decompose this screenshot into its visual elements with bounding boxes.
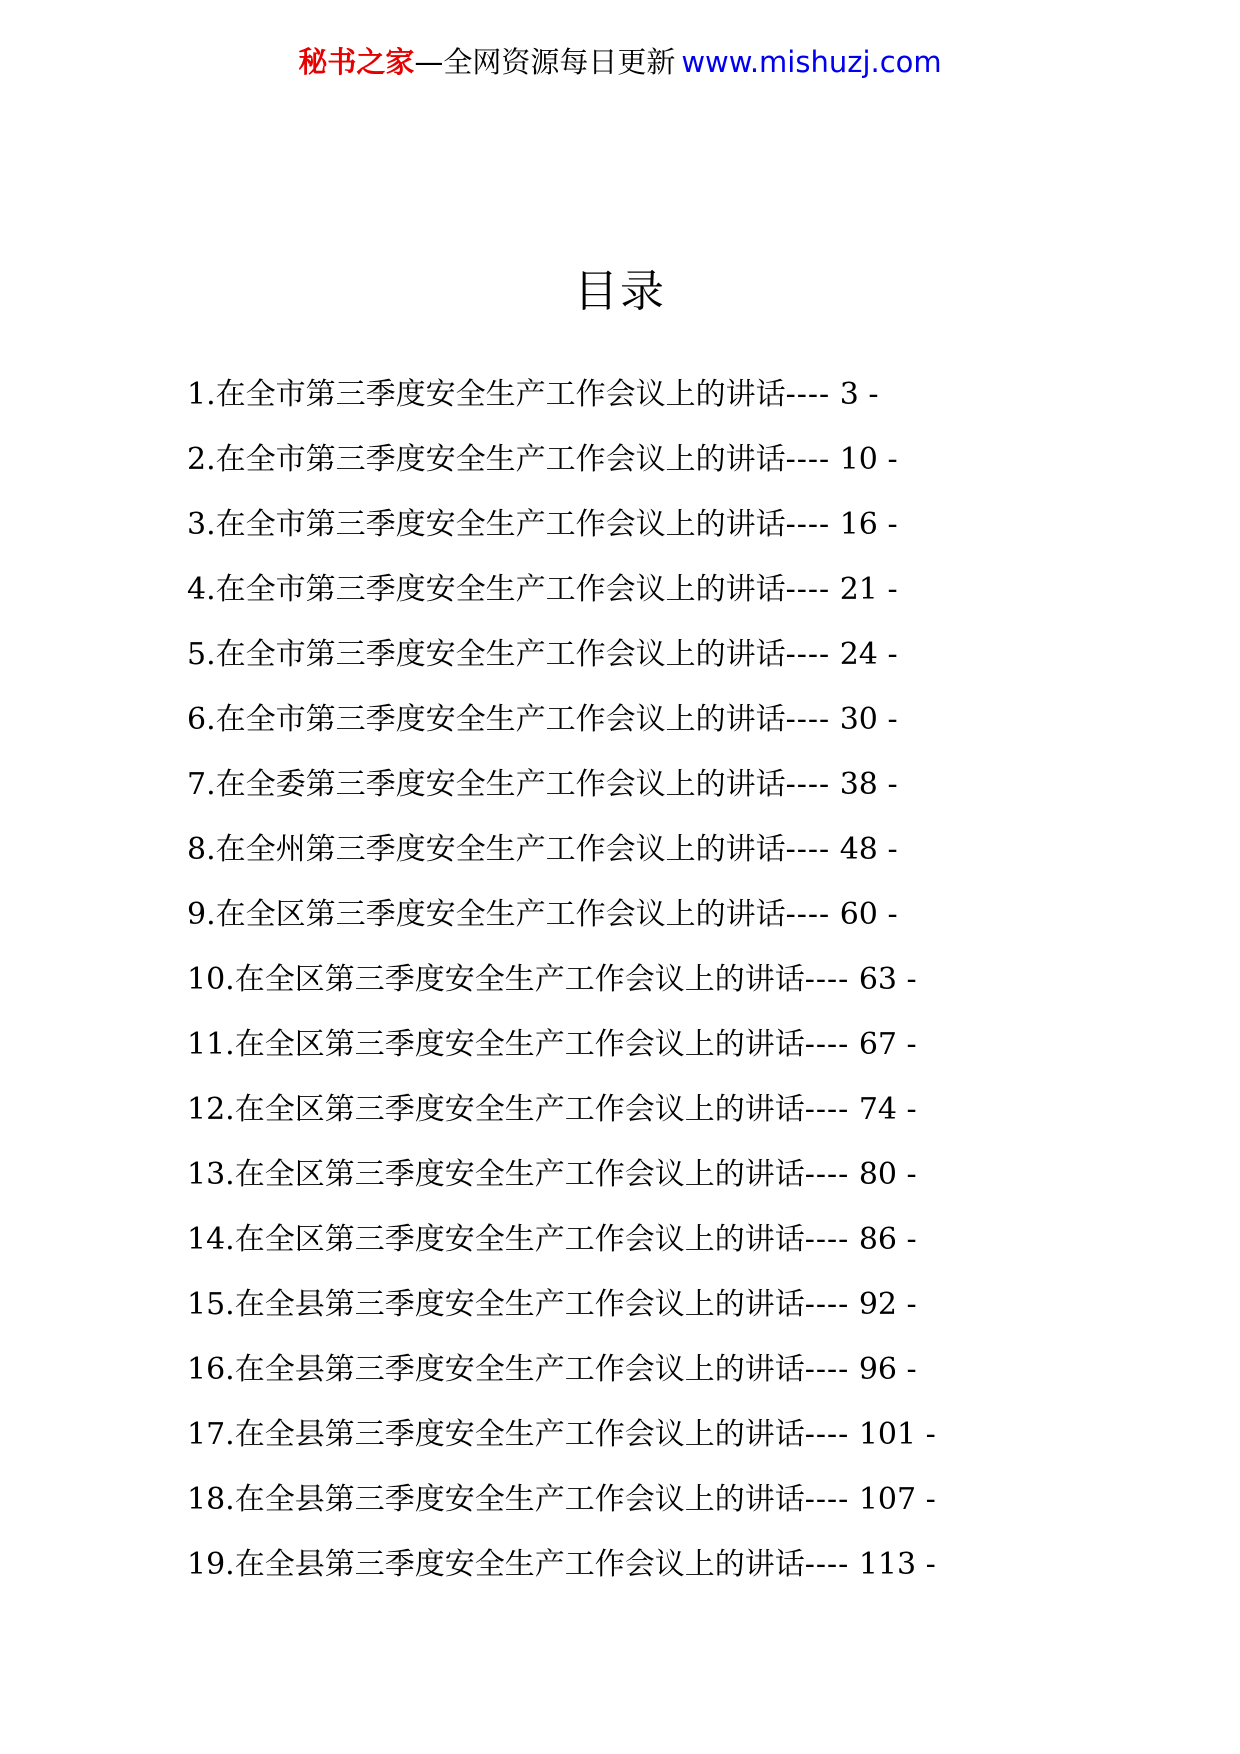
site-url-link[interactable]: www.mishuzj.com — [681, 45, 942, 79]
toc-entry-leader: ---- — [785, 572, 831, 607]
toc-entry[interactable] — [187, 362, 1167, 427]
toc-entry-title: 在全区第三季度安全生产工作会议上的讲话 — [234, 1222, 805, 1257]
toc-entry-leader: ---- — [785, 637, 831, 672]
toc-entry-number: 4. — [187, 572, 216, 607]
toc-entry[interactable] — [187, 427, 1167, 492]
toc-entry-title: 在全市第三季度安全生产工作会议上的讲话 — [215, 702, 786, 737]
toc-entry-suffix: - — [906, 962, 917, 997]
toc-entry-page: 3 — [839, 377, 859, 412]
toc-entry-suffix: - — [887, 442, 898, 477]
toc-entry-title: 在全市第三季度安全生产工作会议上的讲话 — [215, 377, 786, 412]
toc-entry-number: 2. — [187, 442, 216, 477]
toc-entry-page: 92 — [858, 1287, 897, 1322]
toc-entry-title: 在全市第三季度安全生产工作会议上的讲话 — [215, 637, 786, 672]
toc-entry-number: 14. — [187, 1222, 235, 1257]
toc-entry-number: 3. — [187, 507, 216, 542]
toc-entry-page: 60 — [839, 897, 878, 932]
toc-entry-suffix: - — [887, 572, 898, 607]
toc-entry[interactable] — [187, 1142, 1167, 1207]
toc-entry-number: 8. — [187, 832, 216, 867]
toc-entry-leader: ---- — [785, 507, 831, 542]
toc-entry-leader: ---- — [785, 442, 831, 477]
toc-entry-leader: ---- — [804, 1352, 850, 1387]
toc-entry-suffix: - — [925, 1482, 936, 1517]
toc-entry-page: 67 — [858, 1027, 897, 1062]
toc-entry-title: 在全县第三季度安全生产工作会议上的讲话 — [234, 1417, 805, 1452]
toc-entry-page: 30 — [839, 702, 878, 737]
toc-entry-suffix: - — [925, 1417, 936, 1452]
toc-entry-suffix: - — [925, 1547, 936, 1582]
toc-entry-leader: ---- — [785, 702, 831, 737]
toc-entry-suffix: - — [887, 637, 898, 672]
toc-entry-leader: ---- — [785, 377, 831, 412]
toc-entry-number: 19. — [187, 1547, 235, 1582]
toc-entry-number: 5. — [187, 637, 216, 672]
toc-list — [187, 362, 1167, 1597]
toc-entry-number: 17. — [187, 1417, 235, 1452]
toc-entry-title: 在全州第三季度安全生产工作会议上的讲话 — [215, 832, 786, 867]
toc-entry[interactable] — [187, 687, 1167, 752]
toc-entry-leader: ---- — [804, 1092, 850, 1127]
toc-entry-leader: ---- — [804, 1027, 850, 1062]
toc-entry-number: 11. — [187, 1027, 235, 1062]
toc-entry[interactable] — [187, 1012, 1167, 1077]
toc-entry-page: 96 — [858, 1352, 897, 1387]
toc-entry-title: 在全县第三季度安全生产工作会议上的讲话 — [234, 1547, 805, 1582]
toc-entry-title: 在全市第三季度安全生产工作会议上的讲话 — [215, 572, 786, 607]
toc-entry-number: 12. — [187, 1092, 235, 1127]
toc-entry-leader: ---- — [804, 1547, 850, 1582]
toc-entry-page: 74 — [858, 1092, 897, 1127]
toc-entry-suffix: - — [906, 1287, 917, 1322]
toc-entry-page: 48 — [839, 832, 878, 867]
toc-entry-suffix: - — [906, 1222, 917, 1257]
toc-entry-number: 16. — [187, 1352, 235, 1387]
toc-entry[interactable] — [187, 817, 1167, 882]
toc-entry[interactable] — [187, 1272, 1167, 1337]
toc-entry[interactable] — [187, 1077, 1167, 1142]
toc-entry-suffix: - — [887, 507, 898, 542]
toc-entry-suffix: - — [906, 1092, 917, 1127]
toc-entry-title: 在全区第三季度安全生产工作会议上的讲话 — [234, 1157, 805, 1192]
toc-entry-leader: ---- — [785, 767, 831, 802]
toc-entry-leader: ---- — [804, 962, 850, 997]
toc-entry-suffix: - — [906, 1352, 917, 1387]
toc-entry-number: 6. — [187, 702, 216, 737]
toc-entry[interactable] — [187, 947, 1167, 1012]
toc-entry[interactable] — [187, 557, 1167, 622]
toc-entry-leader: ---- — [785, 897, 831, 932]
toc-entry-number: 9. — [187, 897, 216, 932]
toc-entry-suffix: - — [906, 1157, 917, 1192]
toc-entry-page: 38 — [839, 767, 878, 802]
toc-entry-page: 24 — [839, 637, 878, 672]
toc-entry-leader: ---- — [804, 1482, 850, 1517]
toc-entry-page: 21 — [839, 572, 878, 607]
toc-title: 目录 — [574, 266, 666, 317]
toc-entry-page: 80 — [858, 1157, 897, 1192]
toc-entry[interactable] — [187, 1337, 1167, 1402]
toc-entry-title: 在全委第三季度安全生产工作会议上的讲话 — [215, 767, 786, 802]
toc-entry[interactable] — [187, 752, 1167, 817]
site-brand: 秘书之家 — [298, 45, 415, 79]
toc-entry-number: 10. — [187, 962, 235, 997]
toc-entry-number: 1. — [187, 377, 216, 412]
toc-entry[interactable] — [187, 622, 1167, 687]
toc-entry-page: 107 — [858, 1482, 917, 1517]
toc-entry-page: 10 — [839, 442, 878, 477]
toc-entry-page: 86 — [858, 1222, 897, 1257]
toc-entry-suffix: - — [887, 897, 898, 932]
toc-entry-page: 16 — [839, 507, 878, 542]
toc-entry-suffix: - — [887, 832, 898, 867]
toc-entry-number: 15. — [187, 1287, 235, 1322]
toc-entry-number: 18. — [187, 1482, 235, 1517]
toc-entry-title: 在全县第三季度安全生产工作会议上的讲话 — [234, 1482, 805, 1517]
toc-entry[interactable] — [187, 1467, 1167, 1532]
toc-entry[interactable] — [187, 1207, 1167, 1272]
toc-entry-title: 在全区第三季度安全生产工作会议上的讲话 — [234, 1092, 805, 1127]
toc-entry-title: 在全市第三季度安全生产工作会议上的讲话 — [215, 507, 786, 542]
toc-entry-title: 在全区第三季度安全生产工作会议上的讲话 — [234, 962, 805, 997]
toc-entry-leader: ---- — [785, 832, 831, 867]
toc-entry-number: 7. — [187, 767, 216, 802]
site-tagline: —全网资源每日更新 — [414, 45, 676, 79]
toc-entry-title: 在全区第三季度安全生产工作会议上的讲话 — [234, 1027, 805, 1062]
site-header — [0, 42, 1240, 82]
toc-entry-page: 101 — [858, 1417, 917, 1452]
toc-entry-title: 在全县第三季度安全生产工作会议上的讲话 — [234, 1287, 805, 1322]
toc-entry[interactable] — [187, 882, 1167, 947]
toc-entry-suffix: - — [887, 702, 898, 737]
toc-entry-title: 在全市第三季度安全生产工作会议上的讲话 — [215, 442, 786, 477]
toc-entry-leader: ---- — [804, 1287, 850, 1322]
toc-entry-title: 在全县第三季度安全生产工作会议上的讲话 — [234, 1352, 805, 1387]
toc-entry-suffix: - — [887, 767, 898, 802]
toc-entry[interactable] — [187, 492, 1167, 557]
toc-entry[interactable] — [187, 1532, 1167, 1597]
toc-entry[interactable] — [187, 1402, 1167, 1467]
toc-entry-number: 13. — [187, 1157, 235, 1192]
toc-entry-leader: ---- — [804, 1157, 850, 1192]
toc-entry-page: 113 — [858, 1547, 917, 1582]
toc-entry-leader: ---- — [804, 1222, 850, 1257]
toc-entry-suffix: - — [868, 377, 879, 412]
toc-entry-suffix: - — [906, 1027, 917, 1062]
toc-entry-leader: ---- — [804, 1417, 850, 1452]
toc-entry-page: 63 — [858, 962, 897, 997]
toc-entry-title: 在全区第三季度安全生产工作会议上的讲话 — [215, 897, 786, 932]
